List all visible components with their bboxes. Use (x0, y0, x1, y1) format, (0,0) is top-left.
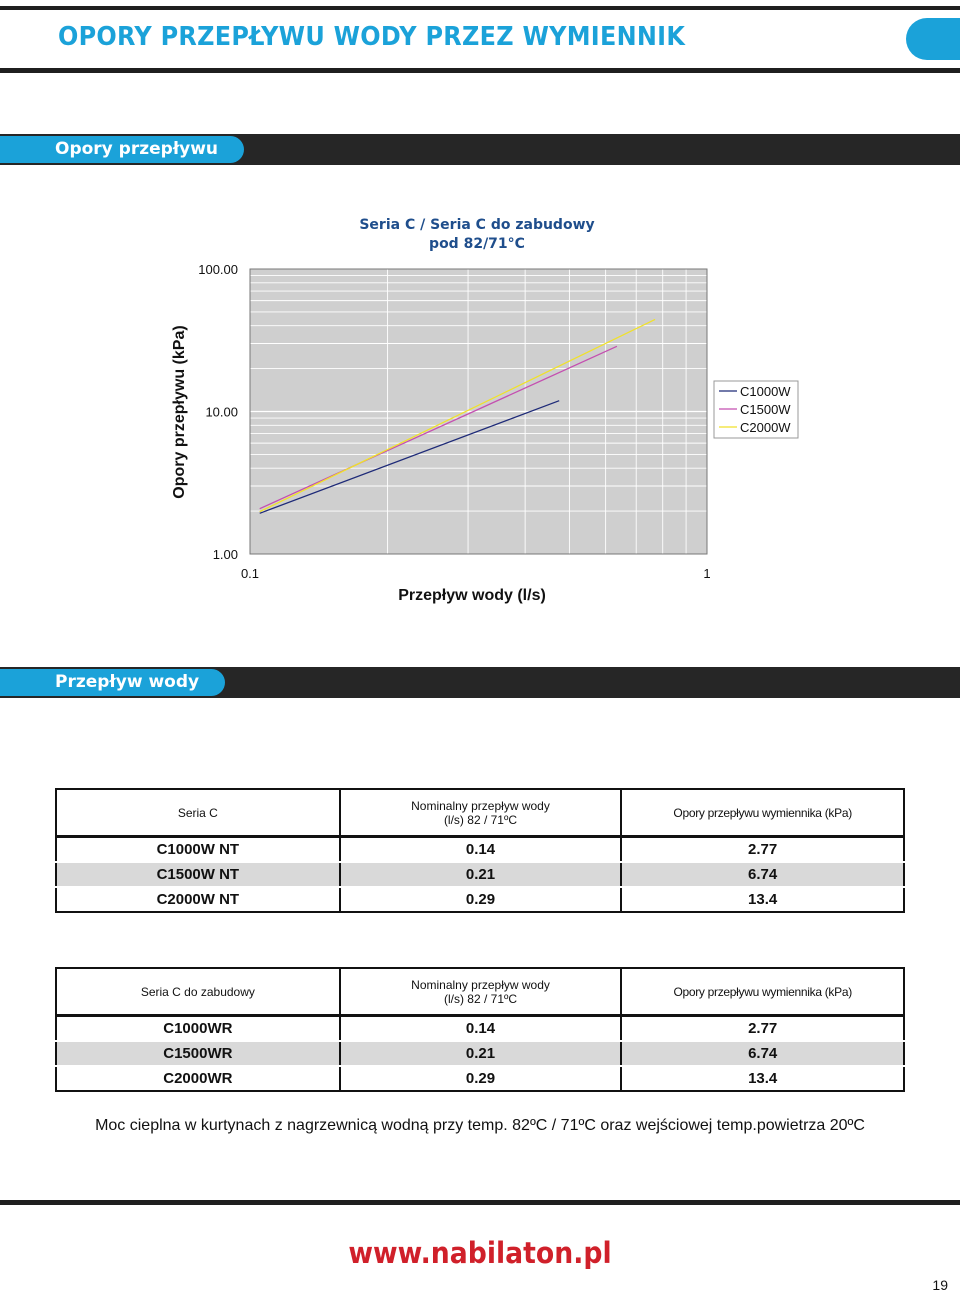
section-label-resistance: Opory przepływu (0, 136, 244, 163)
cell-model: C1500WR (56, 1041, 340, 1066)
header-resistance: Opory przepływu wymiennika (kPa) (621, 789, 904, 837)
cell-flow: 0.21 (340, 1041, 622, 1066)
header-bottom-rule (0, 68, 960, 73)
chart-title: Seria C / Seria C do zabudowy (359, 217, 595, 233)
cell-model: C1000WR (56, 1016, 340, 1042)
table-header-row (56, 789, 904, 837)
chart-subtitle: pod 82/71°C (429, 236, 525, 252)
page-title: OPORY PRZEPŁYWU WODY PRZEZ WYMIENNIK (58, 22, 686, 52)
table-header-row (56, 968, 904, 1016)
y-axis-label: Opory przepływu (kPa) (171, 325, 188, 499)
cell-flow: 0.29 (340, 1066, 622, 1091)
footnote: Moc cieplna w kurtynach z nagrzewnicą wodną przy temp. 82ºC / 71ºC oraz wejściowej temp.powietrza 20ºC (95, 1117, 865, 1134)
table-row (56, 862, 904, 887)
header-nominal-flow (340, 968, 622, 1016)
cell-model: C2000W NT (56, 887, 340, 912)
table-seria-c (55, 788, 905, 913)
cell-resistance: 2.77 (621, 1016, 904, 1042)
cell-model: C1000W NT (56, 837, 340, 863)
header-series: Seria C do zabudowy (56, 968, 340, 1016)
table-row (56, 837, 904, 863)
cell-resistance: 6.74 (621, 1041, 904, 1066)
x-tick-label: 0.1 (240, 566, 260, 581)
y-tick-labels (198, 262, 238, 562)
legend-label-c1000w: C1000W (740, 384, 791, 399)
header-nominal-flow-text: Nominalny przepływ wody (l/s) 82 / 71ºC (411, 798, 550, 827)
y-tick-label: 1.00 (212, 547, 238, 562)
table-seria-c-do-zabudowy (55, 967, 905, 1092)
x-tick-label: 1 (703, 566, 711, 581)
chart-grid (250, 269, 707, 554)
cell-model: C2000WR (56, 1066, 340, 1091)
table-row (56, 1066, 904, 1091)
x-tick-labels (241, 566, 711, 581)
y-tick-label: 10.00 (205, 404, 238, 420)
flow-resistance-chart (0, 200, 960, 620)
y-tick-label: 100.00 (198, 262, 238, 277)
legend-label-c1500w: C1500W (740, 402, 791, 417)
cell-model: C1500W NT (56, 862, 340, 887)
header-nominal-flow (340, 789, 622, 837)
legend-label-c2000w: C2000W (740, 420, 791, 435)
cell-flow: 0.14 (340, 1016, 622, 1042)
header-series: Seria C (56, 789, 340, 837)
cell-resistance: 2.77 (621, 837, 904, 863)
cell-resistance: 13.4 (748, 1070, 778, 1087)
header-nominal-flow-text: Nominalny przepływ wody (l/s) 82 / 71ºC (411, 977, 550, 1006)
table-row (56, 1041, 904, 1066)
section-label-flow: Przepływ wody (0, 669, 225, 696)
top-rule (0, 6, 960, 10)
page-number: 19 (932, 1277, 948, 1293)
table-row (56, 887, 904, 912)
website-link[interactable]: www.nabilaton.pl (348, 1236, 612, 1270)
cell-flow: 0.29 (340, 887, 622, 912)
section-band-flow (0, 667, 960, 698)
chart-legend (714, 381, 798, 438)
cell-flow: 0.21 (340, 862, 622, 887)
cell-resistance: 13.4 (748, 891, 778, 908)
x-axis-label: Przepływ wody (l/s) (398, 587, 546, 604)
table-row (56, 1016, 904, 1042)
cell-flow: 0.14 (340, 837, 622, 863)
cell-resistance: 6.74 (621, 862, 904, 887)
title-tab-decoration (906, 18, 960, 60)
section-band-resistance (0, 134, 960, 165)
footer-rule (0, 1200, 960, 1205)
header-resistance: Opory przepływu wymiennika (kPa) (621, 968, 904, 1016)
